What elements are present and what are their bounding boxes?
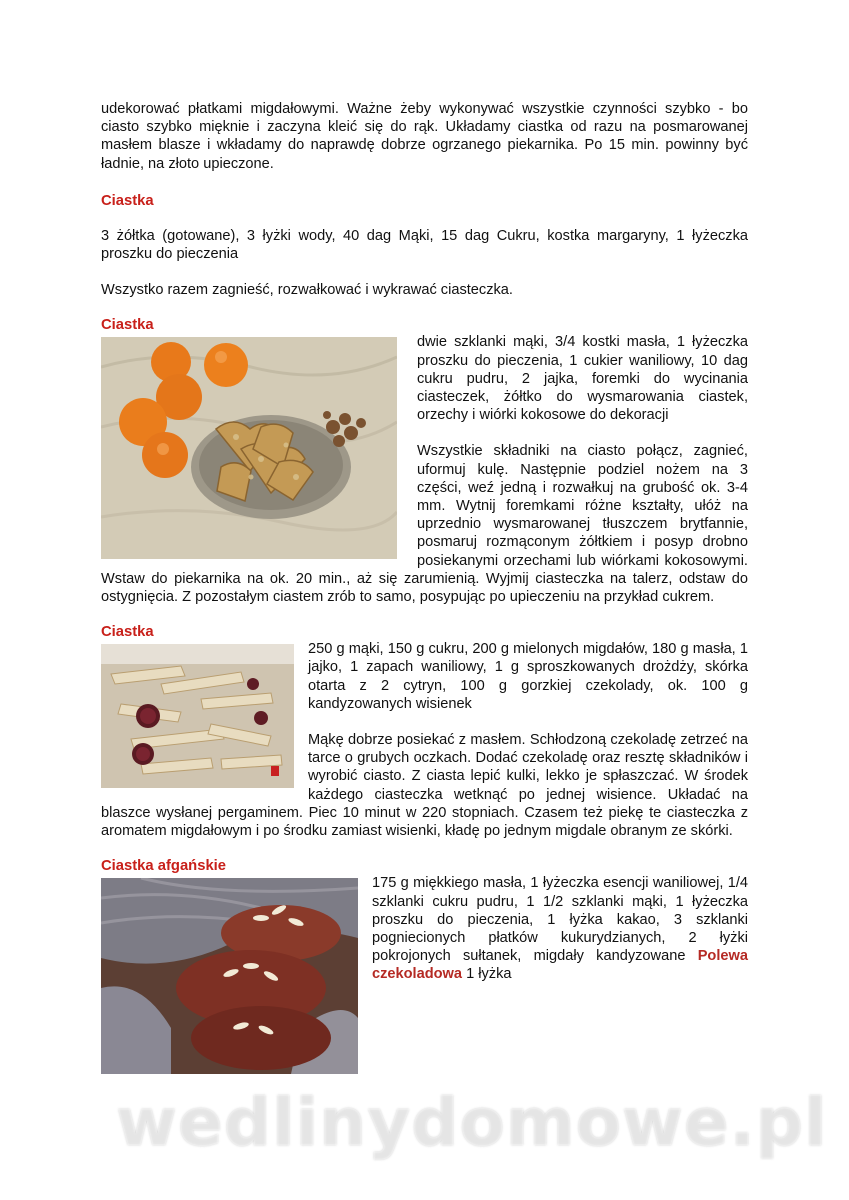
document-page	[101, 100, 748, 1078]
glaze-first-ingredient: 1 łyżka	[466, 966, 512, 983]
recipe-3-title: Ciastka	[101, 624, 154, 641]
recipe-1-title: Ciastka	[101, 192, 154, 209]
afghan-cookies-photo	[101, 878, 358, 1074]
recipe-4-ingredients-text: 175 g miękkiego masła, 1 łyżeczka esencji waniliowej, 1/4 szklanki cukru pudru, 1 1/2 szklanki mąki, 1 łyżeczka proszku do pieczenia, 1 łyżka kakao, 3 szklanki pogniecionych płatków kukurydzianych, 2 łyżki pokrojonych sułtanek, migdały kandyzowane	[372, 875, 748, 965]
glaze-heading: Polewa czekoladowa	[372, 948, 748, 983]
recipe-2-title: Ciastka	[101, 317, 154, 334]
recipe-1-ingredients: 3 żółtka (gotowane), 3 łyżki wody, 40 dag Mąki, 15 dag Cukru, kostka margaryny, 1 łyżeczka proszku do pieczenia	[101, 227, 748, 263]
intro-paragraph: udekorować płatkami migdałowymi. Ważne żeby wykonywać wszystkie czynności szybko - bo ciasto szybko mięknie i zaczyna kleić się do rąk. Układamy ciastka od razu na posmarowanej masłem blasze i wkładamy do naprawdę dobrze ogrzanego piekarnika. Po 15 min. powinny być ładnie, na złoto upieczone.	[101, 101, 748, 172]
recipe-2-method: Wszystkie składniki na ciasto połącz, zagnieć, uformuj kulę. Następnie podziel nożem na 3 części, weź jedną i rozwałkuj na grubość ok. 3-4 mm. Wytnij foremkami różne kształty, ułóż na uprzednio wysmarowanej tłuszczem brytfannie, posmaruj rozmąconym żółtkiem i posyp drobno posiekanymi orzechami lub wiórkami kokosowymi. Wstaw do piekarnika na ok. 20 min., aż się zarumienią. Wyjmij ciasteczka na talerz, odstaw do ostygnięcia. Z pozostałym ciastem zrób to samo, posypując po upieczeniu na przykład cukrem.	[101, 443, 748, 606]
recipe-3-method: Mąkę dobrze posiekać z masłem. Schłodzoną czekoladę zetrzeć na tarce o grubych oczkach. Dodać czekoladę oraz resztę składników i wyrobić ciasto. Z ciasta lepić kulki, lekko je spłaszczać. W środek każdego ciasteczka wetknąć po jednej wisience. Układać na blaszce wysłanej pergaminem. Piec 10 minut w 220 stopniach. Czasem też piekę te ciasteczka z aromatem migdałowym i po środku zamiast wisienki, kładę po jednym migdale obranym ze skórki.	[101, 732, 748, 840]
cookies-with-tangerines-photo	[101, 337, 397, 559]
recipe-3-ingredients: 250 g mąki, 150 g cukru, 200 g mielonych migdałów, 180 g masła, 1 jajko, 1 zapach waniliowy, 1 g sproszkowanych drożdży, skórka otarta z 2 cytryn, 100 g gorzkiej czekolady, ok. 100 g kandyzowanych wisienek	[308, 641, 748, 712]
recipe-1-method: Wszystko razem zagnieść, rozwałkować i wykrawać ciasteczka.	[101, 282, 513, 299]
recipe-2-ingredients: dwie szklanki mąki, 3/4 kostki masła, 1 łyżeczka proszku do pieczenia, 1 cukier waniliowy, 10 dag cukru pudru, 2 jajka, foremki do wycinania ciasteczek, żółtko do wysmarowania ciastek, orzechy i wiórki kokosowe do dekoracji	[417, 334, 748, 424]
recipe-4-title: Ciastka afgańskie	[101, 858, 227, 875]
almond-cherry-cookies-photo	[101, 644, 294, 788]
watermark: wedlinydomowe.pl	[116, 1084, 828, 1161]
